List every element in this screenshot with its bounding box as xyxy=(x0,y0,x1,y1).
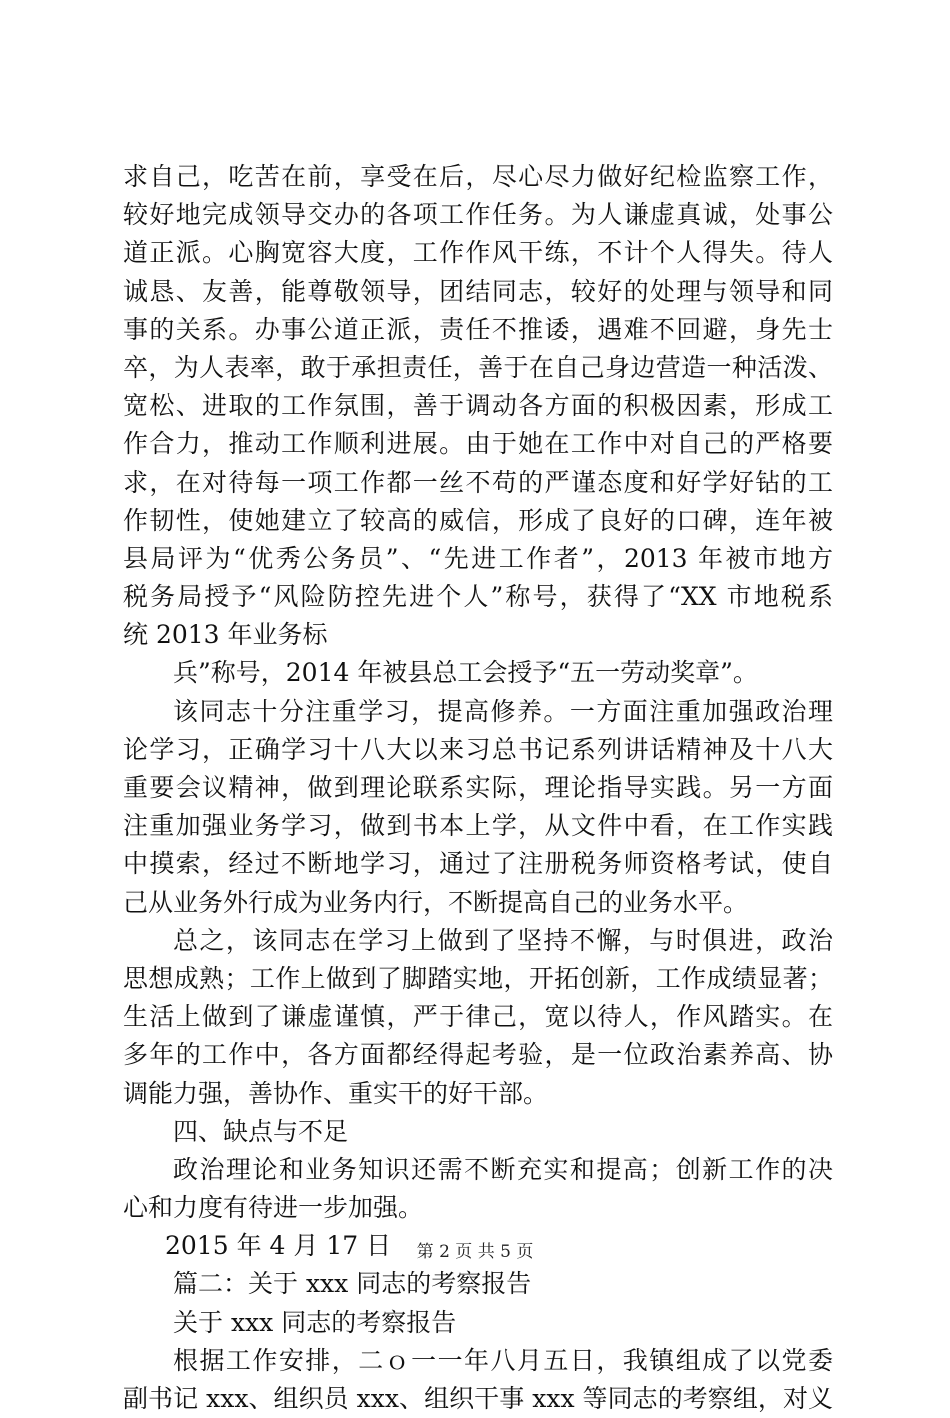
text-line: 该同志十分注重学习，提高修养。一方面注重加强政治理 xyxy=(173,696,833,726)
text-line: 总之，该同志在学习上做到了坚持不懈，与时俱进，政治 xyxy=(173,925,833,955)
text-line: 县局评为“优秀公务员”、“先进工作者”，2013 年被市地方 xyxy=(123,543,833,573)
text-line: 副书记 xxx、组织员 xxx、组织干事 xxx 等同志的考察组，对义 xyxy=(123,1384,833,1413)
text-line: 重要会议精神，做到理论联系实际，理论指导实践。另一方面 xyxy=(123,773,833,802)
text-line: 政治理论和业务知识还需不断充实和提高；创新工作的决 xyxy=(173,1154,833,1184)
page-number-footer: 第 2 页 共 5 页 xyxy=(416,1242,534,1262)
text-line: 宽松、进取的工作氛围，善于调动各方面的积极因素，形成工 xyxy=(123,391,833,421)
text-line: 求自己，吃苦在前，享受在后，尽心尽力做好纪检监察工作， xyxy=(123,162,833,191)
text-line: 较好地完成领导交办的各项工作任务。为人谦虚真诚，处事公 xyxy=(123,200,833,230)
text-line: 统 2013 年业务标 xyxy=(123,620,328,650)
document-body xyxy=(123,158,833,1418)
text-line: 根据工作安排，二ｏ一一年八月五日，我镇组成了以党委 xyxy=(173,1345,833,1375)
text-line: 心和力度有待进一步加强。 xyxy=(123,1193,424,1223)
text-line: 调能力强，善协作、重实干的好干部。 xyxy=(123,1078,549,1108)
chapter-heading: 篇二：关于 xxx 同志的考察报告 xyxy=(173,1269,532,1299)
text-line: 生活上做到了谦虚谨慎，严于律己，宽以待人，作风踏实。在 xyxy=(123,1002,833,1032)
text-line: 道正派。心胸宽容大度，工作作风干练，不计个人得失。待人 xyxy=(123,238,833,268)
report-title: 关于 xxx 同志的考察报告 xyxy=(173,1307,457,1337)
text-line: 多年的工作中，各方面都经得起考验，是一位政治素养高、协 xyxy=(123,1040,833,1070)
text-line: 论学习，正确学习十八大以来习总书记系列讲话精神及十八大 xyxy=(123,734,833,764)
text-line: 税务局授予“风险防控先进个人”称号，获得了“XX 市地税系 xyxy=(123,582,833,612)
date-line: 2015 年 4 月 17 日 xyxy=(165,1231,392,1261)
text-line: 注重加强业务学习，做到书本上学，从文件中看，在工作实践 xyxy=(123,811,833,841)
text-line: 中摸索，经过不断地学习，通过了注册税务师资格考试，使自 xyxy=(123,849,833,879)
text-line: 卒，为人表率，敢于承担责任，善于在自己身边营造一种活泼、 xyxy=(123,352,833,382)
text-line: 思想成熟；工作上做到了脚踏实地，开拓创新，工作成绩显著； xyxy=(123,963,833,993)
text-line: 事的关系。办事公道正派，责任不推诿，遇难不回避，身先士 xyxy=(123,314,833,344)
text-line: 作韧性，使她建立了较高的威信，形成了良好的口碑，连年被 xyxy=(123,505,833,535)
text-line: 诚恳、友善，能尊敬领导，团结同志，较好的处理与领导和同 xyxy=(123,276,833,306)
text-line: 兵”称号，2014 年被县总工会授予“五一劳动奖章”。 xyxy=(173,658,758,688)
text-line: 己从业务外行成为业务内行，不断提高自己的业务水平。 xyxy=(123,887,749,917)
section-heading: 四、缺点与不足 xyxy=(173,1116,349,1146)
text-line: 作合力，推动工作顺利进展。由于她在工作中对自己的严格要 xyxy=(123,429,833,459)
text-line: 求，在对待每一项工作都一丝不苟的严谨态度和好学好钻的工 xyxy=(123,467,833,497)
